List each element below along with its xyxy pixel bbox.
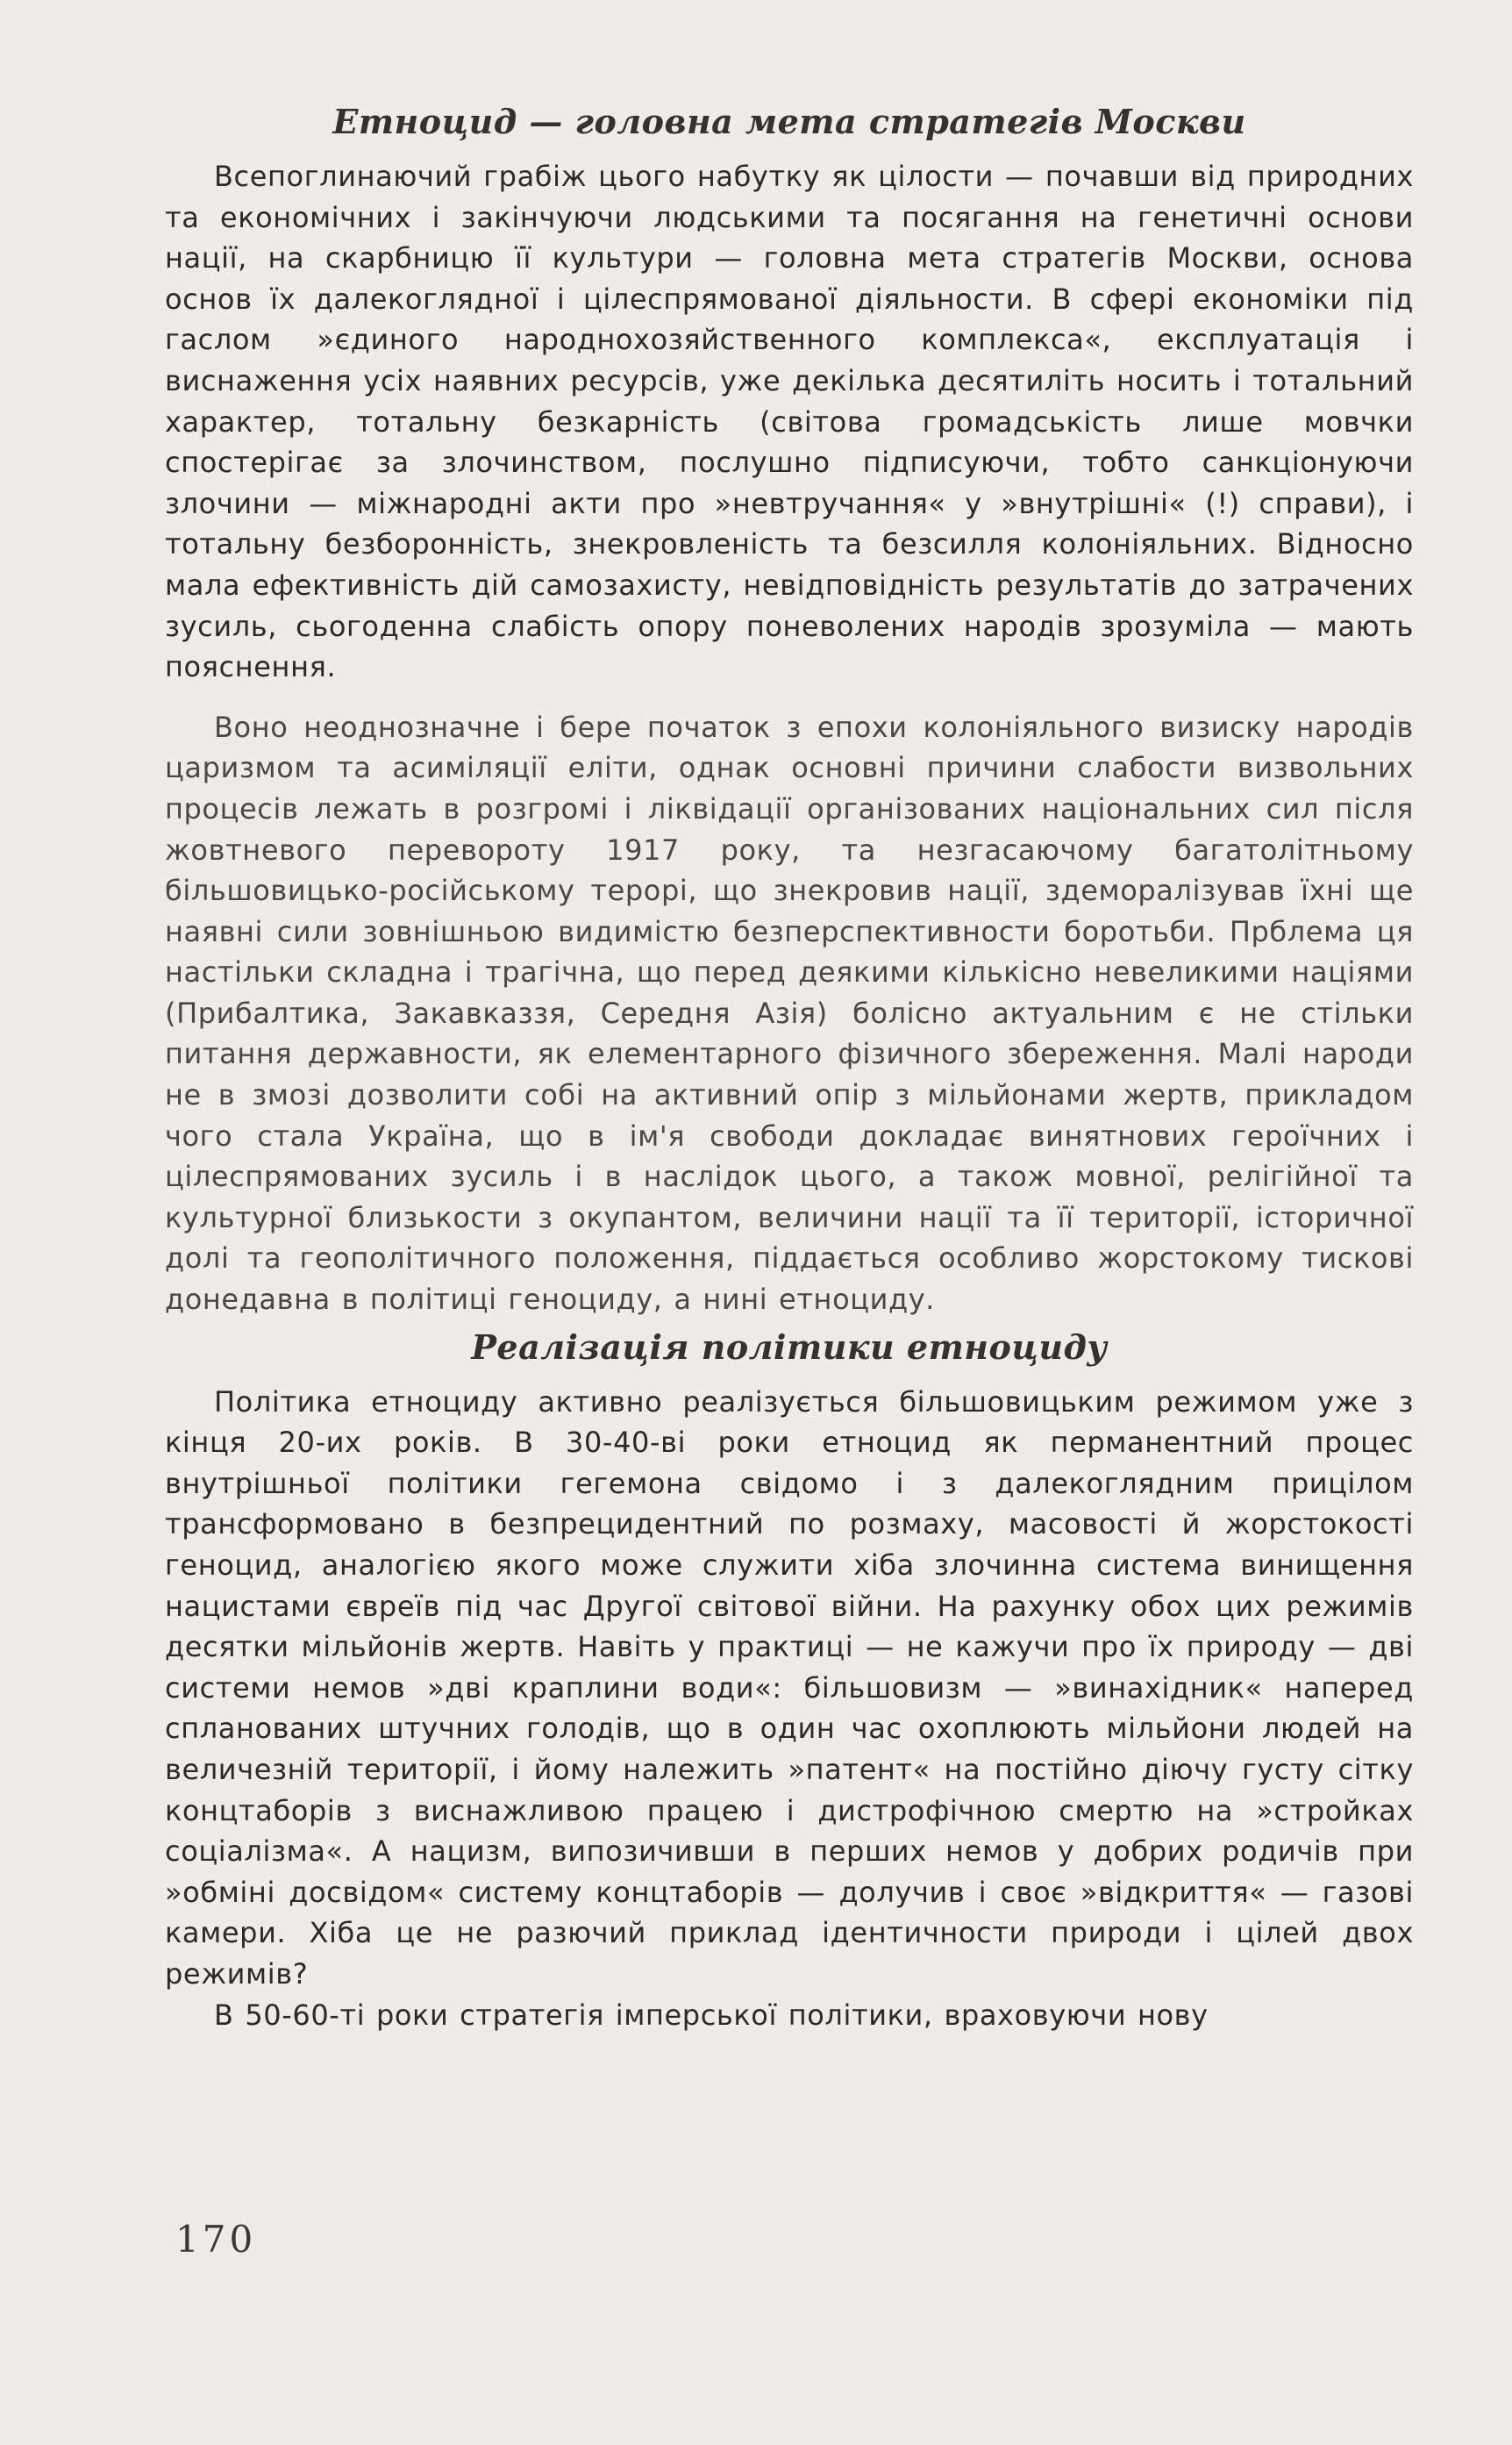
paragraph: Всепоглинаючий грабіж цього набутку як цілости — почавши від природних та економічних і закінчуючи людськими та посягання на генетичні основи нації, на скарбницю її культури — головна мета стратегів Москви, основа основ їх далекоглядної і цілеспрямованої діяльности. В сфері економіки під гаслом »єдиного народнохозяйственного комплекса«, експлуатація і виснаження усіх наявних ресурсів, уже декілька десятиліть носить і тотальний характер, тотальну безкарність (світова громадськість лише мовчки спостерігає за злочинством, послушно підписуючи, тобто санкціонуючи злочини — міжнародні акти про »невтручання« у »внутрішні« (!) справи), і тотальну безборонність, знекровленість та безсилля колоніяльних. Відносно мала ефективність дій самозахисту, невідповідність результатів до затрачених зусиль, сьогоденна слабість опору поневолених народів зрозуміла — мають пояснення.: [165, 160, 1414, 684]
spacer: [165, 149, 1414, 156]
page-number: 170: [175, 2218, 257, 2261]
spacer: [165, 1375, 1414, 1382]
spacer: [165, 688, 1414, 707]
paragraph: Воно неоднозначне і бере початок з епохи колоніяльного визиску народів царизмом та асиміляції еліти, однак основні причини слабости визвольних процесів лежать в розгромі і ліквідації організованих національних сил після жовтневого перевороту 1917 року, та незгасаючому багатолітньому більшовицько-російському терорі, що знекровив нації, здеморалізував їхні ще наявні сили зовнішньою видимістю безперспективности боротьби. Пpблема ця настільки складна і трагічна, що перед деякими кількісно невеликими націями (Прибалтика, Закавказзя, Середня Азія) болісно актуальним є не стільки питання державности, як елементарного фізичного збереження. Малі народи не в змозі дозволити собі на активний опір з мільйонами жертв, прикладом чого стала Україна, що в ім'я свободи докладає винятнових героїчних і цілеспрямованих зусиль і в наслідок цього, а також мовної, релігійної та культурної близькости з окупантом, величини нації та її території, історичної долі та геополітичного положення, піддається особливо жорстокому тискові донедавна в політиці геноциду, а нині етноциду.: [165, 710, 1414, 1317]
paragraph: Політика етноциду активно реалізується більшовицьким режимом уже з кінця 20-их років. В 30-40-ві роки етноцид як перманентний процес внутрішньої політики гегемона свідомо і з далекоглядним прицілом трансформовано в безпрецидентний по розмаху, масовості й жорстокості геноцид, аналогією якого може служити хіба злочинна система винищення нацистами євреїв під час Другої світової війни. На рахунку обох цих режимів десятки мільйонів жертв. Навіть у практиці — не кажучи про їх природу — дві системи немов »дві краплини води«: більшовизм — »винахідник« наперед спланованих штучних голодів, що в один час охоплюють мільйони людей на величезній території, і йому належить »патент« на постійно діючу густу сітку концтаборів з виснажливою працею і дистрофічною смертю на »стройках соціалізма«. А нацизм, випозичивши в перших немов у добрих родичів при »обміні досвідом« систему концтаборів — долучив і своє »відкриття« — газові камери. Хіба це не разючий приклад ідентичности природи і цілей двох режимів?: [165, 1384, 1414, 1991]
section-heading-ethnocide-policy: Реалізація політики етноциду: [471, 1326, 1108, 1367]
section-heading-ethnocide-goal: Етноцид — головна мета стратегів Москви: [332, 102, 1246, 141]
text-column: [165, 95, 1414, 2035]
paragraph: В 50-60-ті роки стратегія імперської політики, враховуючи нову: [214, 1998, 1209, 2032]
